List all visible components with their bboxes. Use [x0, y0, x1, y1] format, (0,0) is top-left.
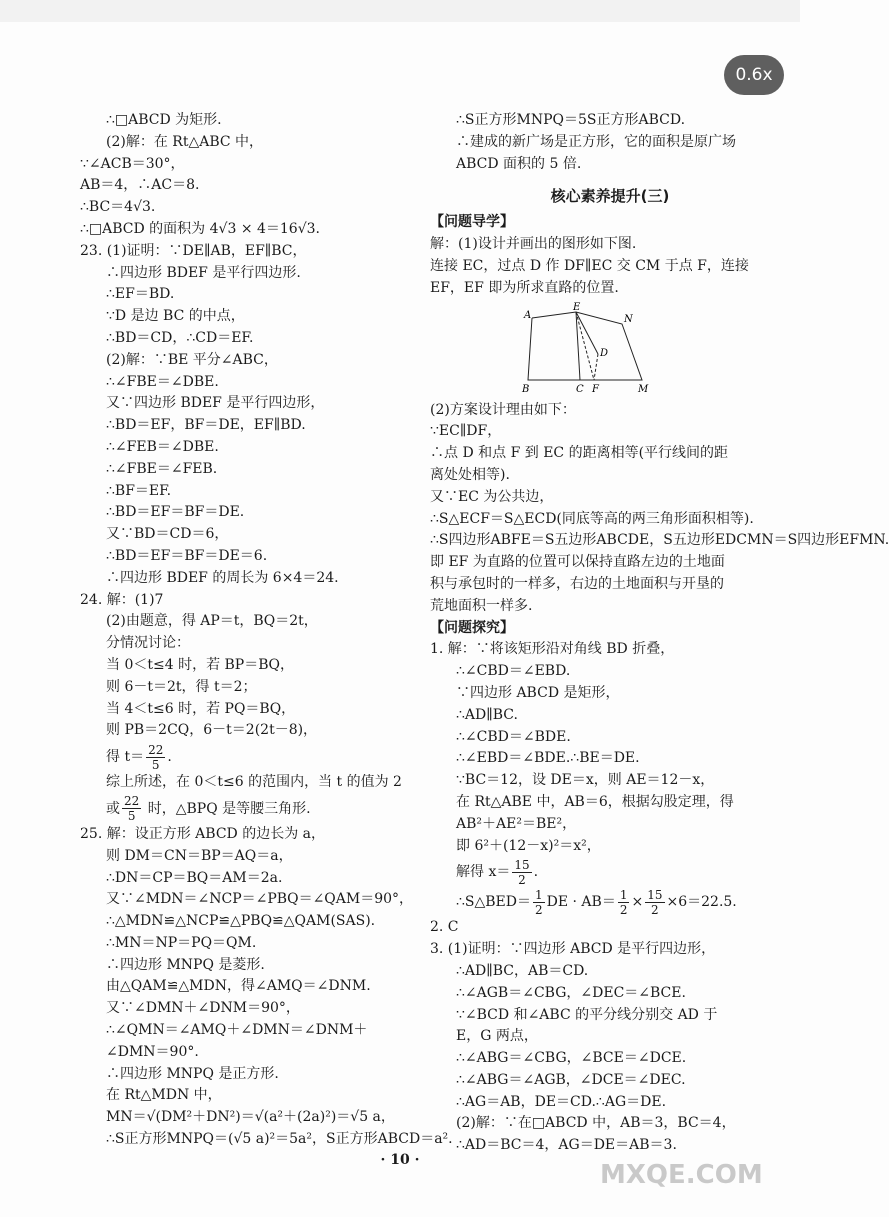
label-N: N: [624, 313, 633, 325]
text-line: 又∵∠MDN＝∠NCP＝∠PBQ＝∠QAM＝90°，: [106, 891, 414, 908]
text-line: ∴∠QMN＝∠AMQ＋∠DMN＝∠DNM＋: [106, 1022, 368, 1039]
text-line: ∴∠FBE＝∠FEB.: [106, 460, 218, 477]
text-line: ∴四边形 BDEF 的周长为 6×4＝24.: [106, 569, 339, 586]
section-title: 核心素养提升(三): [550, 187, 670, 206]
text-line: 则 PB＝2CQ，6－t＝2(2t－8)，: [106, 722, 318, 739]
text-line: ∵∠BCD 和∠ABC 的平分线分别交 AD 于: [456, 1006, 718, 1023]
fraction-line: 解得 x＝ $\frac{15}{2}$ .: [456, 857, 539, 887]
text-line: 又∵四边形 BDEF 是平行四边形，: [106, 395, 325, 412]
text-line: ∴四边形 MNPQ 是菱形.: [106, 956, 265, 973]
text-line: 当 0＜t≤4 时，若 BP＝BQ，: [106, 656, 294, 673]
text-line: 则 DM＝CN＝BP＝AQ＝a，: [106, 847, 293, 864]
text-line: ∴BD＝EF＝BF＝DE＝6.: [106, 547, 268, 564]
text-line: ∴△MDN≌△NCP≌△PBQ≌△QAM(SAS).: [106, 913, 376, 930]
text-line: ∴AG＝AB，DE＝CD.∴AG＝DE.: [456, 1093, 667, 1110]
text-line: 又∵BD＝CD＝6，: [106, 526, 229, 543]
text-line: 25. 解：设正方形 ABCD 的边长为 a，: [80, 825, 326, 842]
page-number: · 10 ·: [380, 1152, 420, 1168]
text-line: ∴S正方形MNPQ＝(√5 a)²＝5a²，S正方形ABCD＝a².: [106, 1131, 453, 1148]
text-line: 积与承包时的一样多，右边的土地面积与开垦的: [430, 575, 724, 592]
geometry-figure: [518, 301, 790, 398]
text-line: (2)解：∵在□ABCD 中，AB＝3，BC＝4，: [456, 1115, 736, 1132]
text-line: MN＝√(DM²＋DN²)＝√(a²＋(2a)²)＝√5 a，: [106, 1109, 395, 1126]
text-line: ∴□ABCD 的面积为 4√3 × 4＝16√3.: [80, 220, 320, 237]
text-line: ABCD 面积的 5 倍.: [456, 155, 582, 172]
text-line: 23. (1)证明：∵DE∥AB，EF∥BC，: [80, 242, 307, 259]
text-line: ∴∠AGB＝∠CBG，∠DEC＝∠BCE.: [456, 984, 686, 1001]
heading-problem-guide: 【问题导学】: [430, 214, 514, 231]
text-line: ∠DMN＝90°.: [106, 1043, 199, 1060]
text-line: ∴四边形 MNPQ 是正方形.: [106, 1065, 279, 1082]
text-line: ∴□ABCD 为矩形.: [106, 112, 222, 128]
label-F: F: [592, 383, 599, 395]
text-line: ∴∠FBE＝∠DBE.: [106, 373, 219, 390]
text-line: (2)方案设计理由如下：: [430, 401, 576, 418]
text-line: ∴AD＝BC＝4，AG＝DE＝AB＝3.: [456, 1137, 677, 1154]
text-line: 则 6－t＝2t，得 t＝2；: [106, 678, 257, 695]
text-line: ∴BD＝CD，∴CD＝EF.: [106, 329, 254, 346]
text-line: ∴AD∥BC，AB＝CD.: [456, 962, 589, 979]
text-line: 在 Rt△MDN 中，: [106, 1087, 222, 1104]
text-line: ∴建成的新广场是正方形，它的面积是原广场: [456, 133, 736, 150]
top-bar: [0, 0, 800, 22]
watermark: MXQE.COM: [600, 1160, 763, 1190]
text-line: ∵D 是边 BC 的中点，: [106, 308, 245, 325]
text-line: 荒地面积一样多.: [430, 597, 533, 614]
text-line: 离处处相等).: [430, 466, 510, 483]
text-line: ∵∠ACB＝30°，: [80, 155, 185, 172]
text-line: 24. 解：(1)7: [80, 591, 164, 608]
text-line: 综上所述，在 0＜t≤6 的范围内，当 t 的值为 2: [106, 774, 402, 791]
text-line: 又∵∠DMN＋∠DNM＝90°，: [106, 1000, 300, 1017]
text-line: ∴∠ABG＝∠AGB，∠DCE＝∠DEC.: [456, 1071, 686, 1088]
text-line: ∵四边形 ABCD 是矩形，: [456, 684, 620, 701]
text-line: ∴AD∥BC.: [456, 706, 518, 723]
label-M: M: [638, 383, 649, 395]
text-line: ∴EF＝BD.: [106, 286, 175, 303]
text-line: 2. C: [430, 919, 459, 936]
text-line: ∴BD＝EF＝BF＝DE.: [106, 504, 245, 521]
text-line: ∴DN＝CP＝BQ＝AM＝2a.: [106, 869, 283, 886]
right-column: [430, 110, 889, 1157]
text-line: 1. 解：∵将该矩形沿对角线 BD 折叠，: [430, 641, 675, 658]
label-C: C: [576, 383, 584, 395]
label-D: D: [600, 347, 609, 359]
text-line: AB＝4，∴AC＝8.: [80, 177, 200, 194]
text-line: ∴∠ABG＝∠CBG，∠BCE＝∠DCE.: [456, 1050, 687, 1067]
fraction-line: 或 $\frac{22}{5}$ 时，△BPQ 是等腰三角形.: [106, 794, 311, 824]
label-B: B: [522, 383, 530, 395]
text-line: ∴∠FEB＝∠DBE.: [106, 438, 219, 455]
text-line: (2)由题意，得 AP＝t，BQ＝2t，: [106, 613, 318, 630]
text-line: 在 Rt△ABE 中，AB＝6，根据勾股定理，得: [456, 793, 734, 810]
text-line: E，G 两点，: [456, 1028, 538, 1045]
text-line: (2)解：∵BE 平分∠ABC，: [106, 351, 278, 368]
text-line: ∴∠CBD＝∠BDE.: [456, 728, 571, 745]
text-line: ∴BD＝EF，BF＝DE，EF∥BD.: [106, 417, 306, 434]
text-line: ∴BF＝EF.: [106, 482, 172, 499]
area-line: ∴S△BED＝ $\frac{1}{2}$ DE · AB＝ $\frac{1}{2}$ × $\frac{15}{2}$ ×6＝22.5.: [456, 887, 737, 917]
text-line: ∴四边形 BDEF 是平行四边形.: [106, 264, 301, 281]
text-line: 即 EF 为直路的位置可以保持直路左边的土地面: [430, 554, 725, 571]
text-line: 当 4＜t≤6 时，若 PQ＝BQ，: [106, 700, 296, 717]
text-line: ∵BC＝12，设 DE＝x，则 AE＝12－x，: [456, 772, 715, 789]
fraction-line: 得 t＝ $\frac{22}{5}$ .: [106, 742, 172, 772]
text-line: ∴S正方形MNPQ＝5S正方形ABCD.: [456, 112, 686, 128]
text-line: ∵EC∥DF，: [430, 423, 502, 440]
label-A: A: [524, 309, 532, 321]
zoom-level-badge[interactable]: 0.6x: [724, 55, 784, 95]
text-line: 分情况讨论：: [106, 635, 190, 652]
text-line: 即 6²＋(12－x)²＝x²，: [456, 837, 601, 854]
text-line: ∴S△ECF＝S△ECD(同底等高的两三角形面积相等).: [430, 510, 754, 527]
text-line: (2)解：在 Rt△ABC 中，: [106, 133, 264, 150]
heading-problem-explore: 【问题探究】: [430, 619, 514, 636]
text-line: ∴S四边形ABFE＝S五边形ABCDE，S五边形EDCMN＝S四边形EFMN.: [430, 532, 889, 549]
text-line: ∴∠CBD＝∠EBD.: [456, 663, 571, 680]
text-line: 又∵EC 为公共边，: [430, 488, 554, 505]
text-line: ∴∠EBD＝∠BDE.∴BE＝DE.: [456, 750, 640, 767]
text-line: ∴BC＝4√3.: [80, 199, 156, 216]
text-line: AB²＋AE²＝BE²，: [456, 815, 577, 832]
text-line: ∴MN＝NP＝PQ＝QM.: [106, 934, 257, 951]
text-line: ∴点 D 和点 F 到 EC 的距离相等(平行线间的距: [430, 445, 729, 462]
text-line: 3. (1)证明：∵四边形 ABCD 是平行四边形，: [430, 941, 716, 958]
left-column: [80, 110, 453, 1151]
text-line: 连接 EC，过点 D 作 DF∥EC 交 CM 于点 F，连接: [430, 257, 749, 274]
text-line: 由△QAM≌△MDN，得∠AMQ＝∠DNM.: [106, 978, 371, 995]
text-line: EF，EF 即为所求直路的位置.: [430, 279, 619, 296]
label-E: E: [573, 301, 581, 313]
text-line: 解：(1)设计并画出的图形如下图.: [430, 236, 637, 253]
